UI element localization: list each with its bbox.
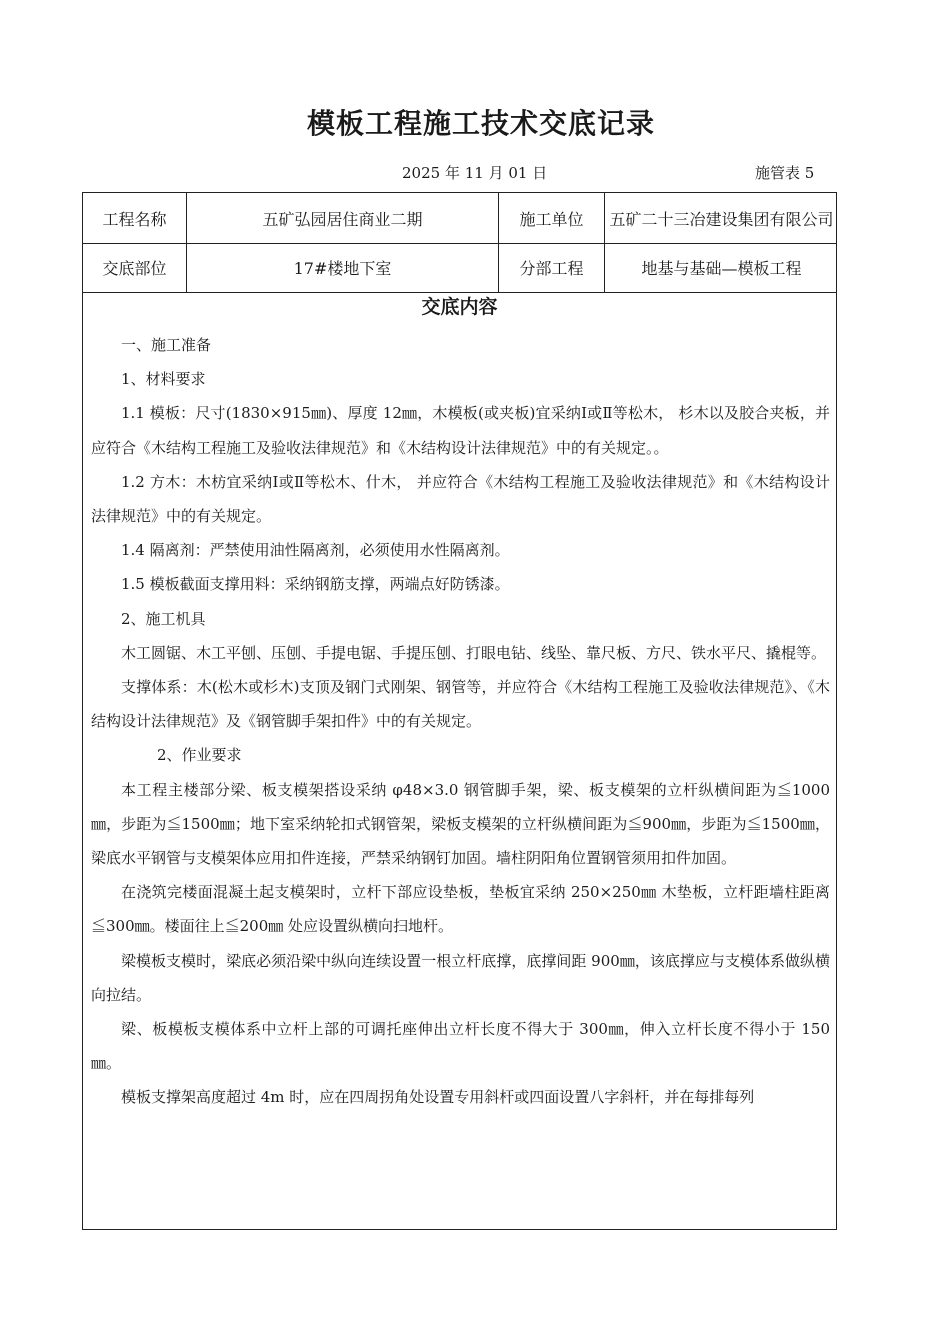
subproject-label: 分部工程 bbox=[499, 243, 605, 292]
content-paragraph: 1.4 隔离剂：严禁使用油性隔离剂，必须使用水性隔离剂。 bbox=[121, 541, 510, 560]
content-paragraph: 1.5 模板截面支撑用料：采纳钢筋支撑，两端点好防锈漆。 bbox=[121, 575, 510, 594]
info-row-location bbox=[83, 243, 836, 293]
location-value: 17#楼地下室 bbox=[187, 243, 499, 292]
document-title: 模板工程施工技术交底记录 bbox=[306, 107, 655, 140]
content-paragraph: 木工圆锯、木工平刨、压刨、手提电锯、手提压刨、打眼电钻、线坠、靠尺板、方尺、铁水平尺、撬棍等。 bbox=[121, 643, 827, 662]
content-heading: 交底内容 bbox=[421, 296, 498, 318]
contractor-label: 施工单位 bbox=[499, 193, 605, 243]
content-paragraph: 本工程主楼部分梁、板支模架搭设采纳 φ48×3.0 钢管脚手架，梁、板支模架的立杆纵横间距为≦1000㎜，步距为≦1500㎜；地下室采纳轮扣式钢管架，梁板支模架的立杆纵横间距为≦900㎜，步距为≦1500㎜，梁底水平钢管与支模架体应用扣件连接，严禁采纳钢钉加固。墙柱阴阳角位置钢管须用扣件加固。 bbox=[91, 780, 830, 868]
content-paragraph: 支撑体系：木(松木或杉木)支顶及钢门式刚架、钢管等，并应符合《木结构工程施工及验收法律规范》、《木结构设计法律规范》及《钢管脚手架扣件》中的有关规定。 bbox=[91, 678, 830, 731]
content-paragraph: 1.2 方木：木枋宜采纳Ⅰ或Ⅱ等松木、什木， 并应符合《木结构工程施工及验收法律规范》和《木结构设计法律规范》中的有关规定。 bbox=[91, 472, 830, 526]
subsection-heading: 2、作业要求 bbox=[157, 746, 242, 765]
content-body bbox=[83, 319, 836, 1115]
project-name-label: 工程名称 bbox=[83, 193, 187, 243]
location-label: 交底部位 bbox=[83, 243, 187, 292]
document-date: 2025 年 11 月 01 日 bbox=[402, 164, 548, 182]
section-heading: 一、施工准备 bbox=[121, 336, 212, 354]
handover-content bbox=[83, 293, 836, 1115]
content-paragraph: 在浇筑完楼面混凝土起支模架时，立杆下部应设垫板，垫板宜采纳 250×250㎜ 木垫板，立杆距墙柱距离≦300㎜。楼面往上≦200㎜ 处应设置纵横向扫地杆。 bbox=[91, 883, 830, 936]
subsection-heading: 1、材料要求 bbox=[121, 370, 206, 389]
subsection-heading: 2、施工机具 bbox=[121, 609, 206, 628]
content-paragraph: 梁、板模板支模体系中立杆上部的可调托座伸出立杆长度不得大于 300㎜，伸入立杆长度不得小于 150㎜。 bbox=[91, 1020, 830, 1073]
info-row-project bbox=[83, 193, 836, 244]
form-number: 施管表 5 bbox=[755, 164, 815, 182]
contractor-value: 五矿二十三冶建设集团有限公司 bbox=[609, 209, 834, 229]
content-paragraph: 梁模板支模时，梁底必须沿梁中纵向连续设置一根立杆底撑，底撑间距 900㎜，该底撑应与支模体系做纵横向拉结。 bbox=[91, 951, 830, 1004]
subproject-value: 地基与基础—模板工程 bbox=[641, 259, 802, 278]
content-paragraph: 模板支撑架高度超过 4m 时，应在四周拐角处设置专用斜杆或四面设置八字斜杆，并在每排每列 bbox=[121, 1088, 755, 1107]
content-paragraph: 1.1 模板：尺寸(1830×915㎜)、厚度 12㎜，木模板(或夹板)宜采纳Ⅰ或Ⅱ等松木， 杉木以及胶合夹板，并应符合《木结构工程施工及验收法律规范》和《木结构设计法律规范》中的有关规定。。 bbox=[91, 404, 830, 457]
project-name-value: 五矿弘园居住商业二期 bbox=[187, 193, 499, 243]
handover-record-table bbox=[82, 192, 837, 1230]
